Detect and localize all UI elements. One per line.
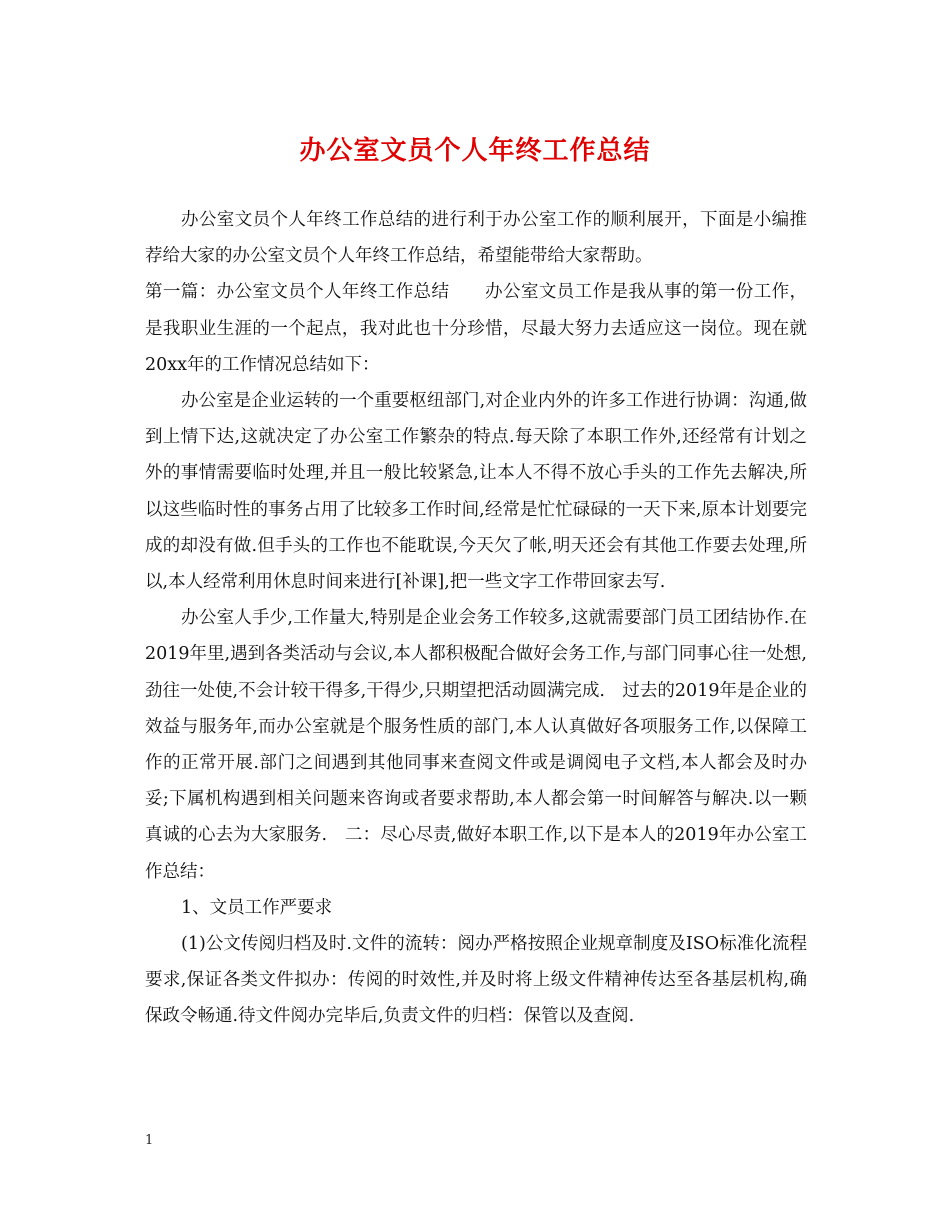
paragraph-document-filing: (1)公文传阅归档及时.文件的流转：阅办严格按照企业规章制度及ISO标准化流程要求,保证各类文件拟办：传阅的时效性,并及时将上级文件精神传达至各基层机构,确保政令畅通.待文件阅办完毕后,负责文件的归档：保管以及查阅. (145, 934, 807, 1027)
paragraph-first-article: 第一篇：办公室文员个人年终工作总结 办公室文员工作是我从事的第一份工作，是我职业生涯的一个起点，我对此也十分珍惜，尽最大努力去适应这一岗位。现在就20xx年的工作情况总结如下： (145, 282, 807, 375)
document-title: 办公室文员个人年终工作总结 (299, 136, 651, 166)
paragraph-heading-clerk: 1、文员工作严要求 (181, 897, 333, 918)
document-body (145, 202, 807, 1035)
page-number: 1 (145, 1133, 154, 1148)
paragraph-office-hub: 办公室是企业运转的一个重要枢纽部门,对企业内外的许多工作进行协调：沟通,做到上情下达,这就决定了办公室工作繁杂的特点.每天除了本职工作外,还经常有计划之外的事情需要临时处理,并且一般比较紧急,让本人不得不放心手头的工作先去解决,所以这些临时性的事务占用了比较多工作时间,经常是忙忙碌碌的一天下来,原本计划要完成的却没有做.但手头的工作也不能耽误,今天欠了帐,明天还会有其他工作要去处理,所以,本人经常利用休息时间来进行[补课],把一些文字工作带回家去写. (145, 391, 807, 593)
paragraph-intro: 办公室文员个人年终工作总结的进行利于办公室工作的顺利展开，下面是小编推荐给大家的办公室文员个人年终工作总结，希望能带给大家帮助。 (145, 210, 807, 267)
paragraph-teamwork: 办公室人手少,工作量大,特别是企业会务工作较多,这就需要部门员工团结协作.在2019年里,遇到各类活动与会议,本人都积极配合做好会务工作,与部门同事心往一处想,劲往一处使,不会计较干得多,干得少,只期望把活动圆满完成. 过去的2019年是企业的效益与服务年,而办公室就是个服务性质的部门,本人认真做好各项服务工作,以保障工作的正常开展.部门之间遇到其他同事来查阅文件或是调阅电子文档,本人都会及时办妥;下属机构遇到相关问题来咨询或者要求帮助,本人都会第一时间解答与解决.以一颗真诚的心去为大家服务. 二：尽心尽责,做好本职工作,以下是本人的2019年办公室工作总结： (145, 608, 807, 882)
